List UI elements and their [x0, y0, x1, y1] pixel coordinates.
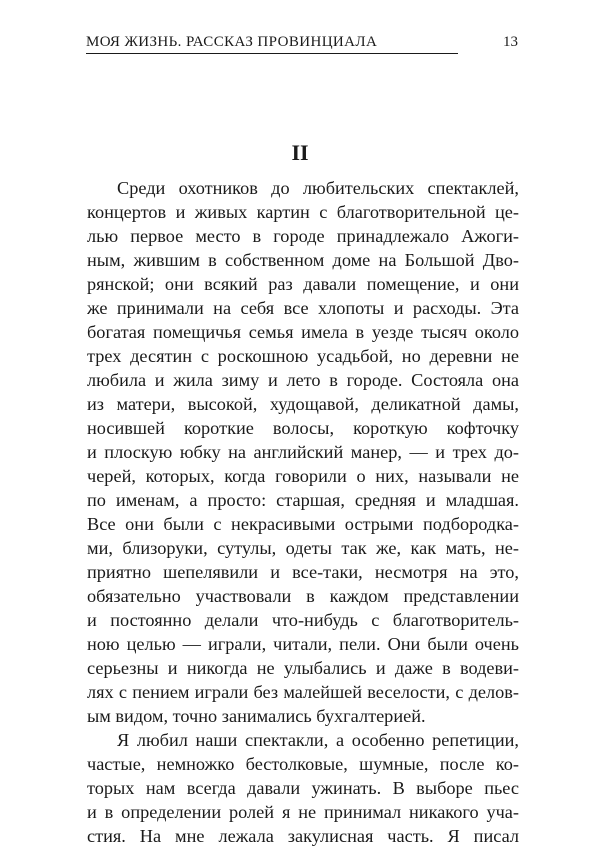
text-line: носившей короткие волосы, короткую кофточку [87, 418, 519, 438]
text-line: по именам, а просто: старшая, средняя и младшая. [87, 490, 519, 510]
text-line: Я любил наши спектакли, а особенно репетиции, [117, 730, 519, 750]
text-line: любила и жила зиму и лето в городе. Состояла она [87, 370, 519, 390]
text-line: черей, которых, когда говорили о них, называли не [87, 466, 519, 486]
running-title: МОЯ ЖИЗНЬ. РАССКАЗ ПРОВИНЦИАЛА [86, 34, 378, 50]
text-line: и плоскую юбку на английский манер, — и трех до- [87, 442, 519, 462]
text-line: ною целью — играли, читали, пели. Они были очень [87, 634, 519, 654]
text-line: ми, близоруки, сутулы, одеты так же, как мать, не- [87, 538, 519, 558]
text-line: торых нам всегда давали ужинать. В выборе пьес [87, 778, 519, 798]
text-line: лью первое место в городе принадлежало Ажоги- [87, 226, 519, 246]
chapter-heading: II [291, 140, 309, 165]
text-line: ым видом, точно занимались бухгалтерией. [87, 706, 426, 726]
text-line: частые, немножко бестолковые, шумные, после ко- [87, 754, 519, 774]
body-text [87, 176, 519, 848]
text-line: рянской; они всякий раз давали помещение, и они [87, 274, 519, 294]
text-line: и в определении ролей я не принимал никакого уча- [87, 802, 519, 822]
text-line: же принимали на себя все хлопоты и расходы. Эта [87, 298, 519, 318]
header-rule [86, 53, 458, 54]
text-line: лях с пением играли без малейшей веселости, с делов- [87, 682, 519, 702]
text-line: трех десятин с роскошною усадьбой, но деревни не [87, 346, 519, 366]
text-line: Все они были с некрасивыми острыми подбородка- [87, 514, 519, 534]
text-line: богатая помещичья семья имела в уезде тысяч около [87, 322, 519, 342]
text-line: стия. На мне лежала закулисная часть. Я писал [87, 826, 519, 846]
text-line: серьезны и никогда не улыбались и даже в водеви- [87, 658, 519, 678]
text-line: обязательно участвовали в каждом представлении [87, 586, 519, 606]
text-line: приятно шепелявили и все-таки, несмотря на это, [87, 562, 519, 582]
running-header [86, 34, 518, 58]
text-line: из матери, высокой, худощавой, деликатной дамы, [87, 394, 519, 414]
text-line: Среди охотников до любительских спектаклей, [117, 178, 519, 198]
text-line: и постоянно делали что-нибудь с благотворитель- [87, 610, 519, 630]
text-line: концертов и живых картин с благотворительной це- [87, 202, 519, 222]
text-line: ным, жившим в собственном доме на Большой Дво- [87, 250, 519, 270]
page-number: 13 [503, 34, 518, 50]
